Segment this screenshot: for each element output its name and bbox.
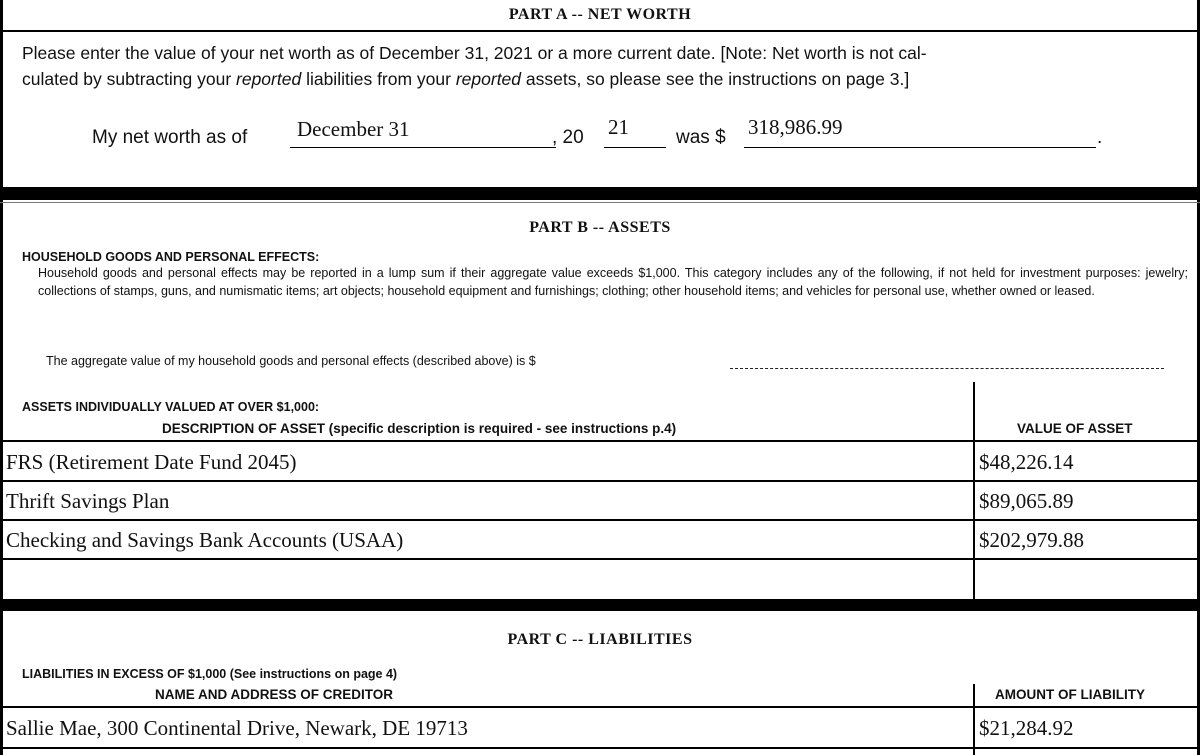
net-worth-amount-value: 318,986.99	[748, 115, 843, 139]
net-worth-date-value: December 31	[297, 117, 410, 141]
liabilities-column-divider	[973, 684, 975, 755]
liabilities-table-rule	[0, 706, 1200, 708]
instructions-emphasis: reported	[236, 69, 302, 89]
household-aggregate-statement: The aggregate value of my household goods and personal effects (described above) is $	[46, 354, 536, 368]
assets-column-divider	[973, 382, 975, 600]
part-a-b-divider-shadow	[0, 202, 1200, 203]
assets-individual-heading: ASSETS INDIVIDUALLY VALUED AT OVER $1,000:	[22, 400, 320, 414]
asset-row-1-description: FRS (Retirement Date Fund 2045)	[6, 450, 297, 474]
household-goods-description: Household goods and personal effects may be reported in a lump sum if their aggregate value exceeds $1,000. This category includes any of the following, if not held for investment purposes: jewelry; collections of stamps, guns, and numismatic items; art objects; household equipment and furnishings; clothing; other household items; and vehicles for personal use, whether owned or leased.	[38, 266, 1188, 298]
assets-table-rule	[0, 440, 1200, 442]
liability-row-1-creditor: Sallie Mae, 300 Continental Drive, Newark, DE 19713	[6, 716, 468, 740]
instructions-text: assets, so please see the instructions on page 3.]	[521, 69, 910, 89]
part-b-c-divider	[0, 599, 1200, 611]
assets-table-rule	[0, 480, 1200, 482]
part-c-title: PART C -- LIABILITIES	[507, 631, 693, 648]
household-aggregate-line	[46, 352, 1186, 372]
net-worth-year-prefix: , 20	[552, 127, 584, 148]
part-a-title-rule	[0, 30, 1200, 32]
asset-row-3-value: $202,979.88	[979, 528, 1084, 552]
part-a-instructions-line-1: Please enter the value of your net worth as of December 31, 2021 or a more current date. [Note: Net worth is not cal-	[22, 43, 927, 63]
liability-amount-header: AMOUNT OF LIABILITY	[995, 687, 1145, 702]
liabilities-heading: LIABILITIES IN EXCESS OF $1,000 (See instructions on page 4)	[22, 667, 398, 681]
liabilities-table-rule	[0, 747, 1200, 749]
assets-table-rule	[0, 519, 1200, 521]
household-goods-heading: HOUSEHOLD GOODS AND PERSONAL EFFECTS:	[22, 250, 320, 264]
part-a-instructions-line-2	[22, 66, 1182, 92]
asset-description-header: DESCRIPTION OF ASSET (specific description is required - see instructions p.4)	[162, 421, 677, 436]
assets-table-rule	[0, 558, 1200, 560]
net-worth-year-value: 21	[608, 115, 629, 139]
net-worth-statement	[0, 117, 1200, 157]
asset-value-header: VALUE OF ASSET	[1017, 421, 1133, 436]
asset-row-1-value: $48,226.14	[979, 450, 1074, 474]
household-aggregate-field[interactable]	[730, 368, 1164, 369]
part-a-instructions	[22, 40, 1182, 92]
part-a-title: PART A -- NET WORTH	[508, 6, 692, 23]
part-a-b-divider	[0, 187, 1200, 200]
asset-row-2-value: $89,065.89	[979, 489, 1074, 513]
creditor-header: NAME AND ADDRESS OF CREDITOR	[155, 687, 394, 702]
net-worth-was-label: was $	[676, 127, 726, 148]
net-worth-prefix: My net worth as of	[92, 127, 248, 148]
instructions-emphasis: reported	[455, 69, 522, 89]
instructions-text: culated by subtracting your	[22, 69, 237, 89]
liability-row-1-amount: $21,284.92	[979, 716, 1074, 740]
asset-row-2-description: Thrift Savings Plan	[6, 489, 170, 513]
net-worth-period: .	[1097, 127, 1103, 148]
part-b-title: PART B -- ASSETS	[529, 219, 671, 236]
instructions-text: liabilities from your	[301, 69, 456, 89]
asset-row-3-description: Checking and Savings Bank Accounts (USAA)	[6, 528, 404, 552]
